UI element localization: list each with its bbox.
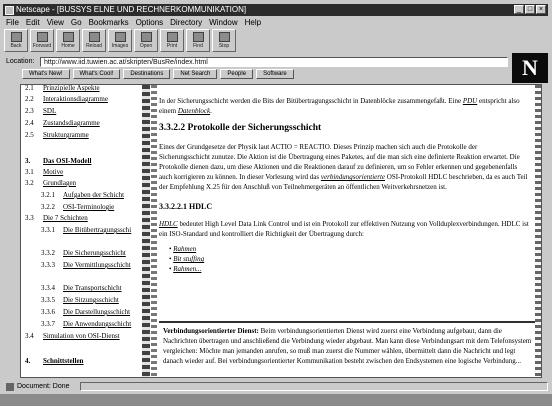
bullet-list xyxy=(159,244,529,274)
content-area xyxy=(20,84,542,378)
window-title: Netscape - [BUSSYS ELNE UND RECHNERKOMMUNIKATION] xyxy=(16,5,247,14)
definition-text: Beim verbindungsorientierten Dienst wird zuerst eine Verbindung aufgebaut, dann die Nachrichten übertragen und anschließend die Verbindung wieder abgebaut. Man kann diese Verbindungsart mit dem Telefonsystem vergleichen: Möchte man jemanden anrufen, so muß man zuerst die Nummer wählen, übermittelt dann die Nachricht und legt danach wieder auf. Bei verbindungsorientierter Kommunikation besteht zwischen den Endsystemen eine logische Verbindung... xyxy=(163,327,532,365)
toc-item-number: 2.5 xyxy=(25,131,34,139)
toc-item-number: 2.4 xyxy=(25,119,34,127)
toc-item-label[interactable]: Die 7 Schichten xyxy=(43,214,88,222)
minimize-button[interactable]: _ xyxy=(514,5,524,14)
close-button[interactable]: × xyxy=(536,5,546,14)
home-button[interactable]: Home xyxy=(56,29,80,52)
toc-item-label[interactable]: Die Darstellungsschicht xyxy=(63,308,131,316)
menu-bookmarks[interactable]: Bookmarks xyxy=(88,18,129,27)
list-item: • Rahmen... xyxy=(169,265,202,273)
destinations-button[interactable]: Destinations xyxy=(123,69,170,79)
maximize-button[interactable]: □ xyxy=(525,5,535,14)
security-key-icon xyxy=(6,383,14,391)
toc-item-number: 3.3.4 xyxy=(41,284,55,292)
hdlc-link[interactable]: HDLC xyxy=(159,220,178,228)
toc-item-number: 3.3.6 xyxy=(41,308,55,316)
menu-go[interactable]: Go xyxy=(70,18,82,27)
location-label: Location: xyxy=(6,58,35,65)
definition-term: Verbindungsorientierter Dienst: xyxy=(163,327,259,335)
menu-view[interactable]: View xyxy=(46,18,64,27)
whats-cool-button[interactable]: What's Cool! xyxy=(73,69,121,79)
toc-item-label[interactable]: Zustandsdiagramme xyxy=(43,119,100,127)
pdu-link[interactable]: PDU xyxy=(462,97,478,105)
desktop-background xyxy=(0,394,552,406)
toc-item-label[interactable]: Das OSI-Modell xyxy=(43,157,92,165)
datenblock-link[interactable]: Datenblock xyxy=(177,107,211,115)
reload-icon xyxy=(89,32,100,42)
toc-item-number: 4. xyxy=(25,357,31,365)
toc-item-number: 3.4 xyxy=(25,332,34,340)
section-heading: 3.3.2.2 Protokolle der Sicherungsschicht xyxy=(159,123,322,133)
toc-item-number: 3.3.2 xyxy=(41,249,55,257)
toc-frame xyxy=(21,85,142,377)
whats-new-button[interactable]: What's New! xyxy=(22,69,70,79)
menu-directory[interactable]: Directory xyxy=(170,18,203,27)
toc-item-number: 3.3.3 xyxy=(41,261,55,269)
location-input[interactable]: http://www.iid.tuwien.ac.at/skripten/BusRe/index.html xyxy=(40,57,508,67)
forward-button[interactable]: Forward xyxy=(30,29,54,52)
toc-item-label[interactable]: Die Sicherungsschicht xyxy=(63,249,126,257)
title-bar[interactable] xyxy=(3,4,548,16)
directory-buttons xyxy=(22,69,294,79)
forward-arrow-icon xyxy=(37,32,48,42)
net-search-button[interactable]: Net Search xyxy=(173,69,217,79)
netscape-logo[interactable]: N xyxy=(512,53,548,83)
toc-item-number: 3.3.1 xyxy=(41,226,55,234)
software-button[interactable]: Software xyxy=(256,69,294,79)
location-bar xyxy=(4,56,508,67)
toc-item-label[interactable]: SDL xyxy=(43,107,57,115)
verbindungsorientiert-link[interactable]: verbindungsorientierte xyxy=(320,173,386,181)
toc-item-label[interactable]: Die Anwendungsschicht xyxy=(63,320,132,328)
frame-divider[interactable] xyxy=(151,85,157,377)
open-icon xyxy=(141,32,152,42)
bit-stuffing-link[interactable]: Bit stuffing xyxy=(173,255,205,263)
toc-item-label[interactable]: Strukturgramme xyxy=(43,131,89,139)
toolbar xyxy=(4,29,509,53)
menu-file[interactable]: File xyxy=(6,18,19,27)
list-item: • Rahmen xyxy=(169,245,197,253)
menu-window[interactable]: Window xyxy=(209,18,238,27)
images-button[interactable]: Images xyxy=(108,29,132,52)
toc-item-number: 3.2.2 xyxy=(41,203,55,211)
toc-scrollbar[interactable] xyxy=(142,85,150,377)
toc-item-label[interactable]: Aufgaben der Schicht xyxy=(63,191,125,199)
menu-bar xyxy=(4,17,506,28)
toc-item-label[interactable]: Schnittstellen xyxy=(43,357,84,365)
toc-item-label[interactable]: OSI-Terminologie xyxy=(63,203,115,211)
stop-button[interactable]: Stop xyxy=(212,29,236,52)
print-button[interactable]: Print xyxy=(160,29,184,52)
status-text: Document: Done xyxy=(17,383,70,390)
back-button[interactable]: Back xyxy=(4,29,28,52)
bullet-link[interactable]: Rahmen... xyxy=(173,265,202,273)
print-icon xyxy=(167,32,178,42)
reload-button[interactable]: Reload xyxy=(82,29,106,52)
find-icon xyxy=(193,32,204,42)
back-arrow-icon xyxy=(11,32,22,42)
toc-item-label[interactable]: Interaktionsdiagramme xyxy=(43,95,108,103)
open-button[interactable]: Open xyxy=(134,29,158,52)
app-icon xyxy=(5,6,14,15)
list-item: • Bit stuffing xyxy=(169,255,205,263)
toc-item-label[interactable]: Die Sitzungsschicht xyxy=(63,296,119,304)
status-bar xyxy=(4,381,548,392)
toc-item-number: 3. xyxy=(25,157,31,165)
definition-frame xyxy=(159,321,537,377)
find-button[interactable]: Find xyxy=(186,29,210,52)
toc-item-number: 3.2.1 xyxy=(41,191,55,199)
images-icon xyxy=(115,32,126,42)
subsection-heading: 3.3.2.2.1 HDLC xyxy=(159,202,213,211)
toc-item-label[interactable]: Die Bitübertragungsschi xyxy=(63,226,132,234)
progress-field xyxy=(80,382,548,391)
stop-icon xyxy=(219,32,230,42)
toc-item-label[interactable]: Die Vermittlungsschicht xyxy=(63,261,131,269)
toc-item-number: 2.3 xyxy=(25,107,34,115)
toc-item-number: 3.3.5 xyxy=(41,296,55,304)
protocol-paragraph: Eines der Grundgesetze der Physik laut ACTIO = REACTIO. Dieses Prinzip machen sich auch die Protokolle der Sicherungsschicht zunutze. Die Aktion ist die Übertragung eines Paketes, auf die man sich eine definierte Reaktion erwartet. Die Protokolle dienen dazu, um diese Aktionen und die Reaktionen darauf zu definieren, um so Fehler erkennen und gegebenenfalls auch korrigieren zu können. In dieser Vorlesung wird das verbindungsorientierte OSI-Protokoll HDLC beschrieben, da es auch Teil der Empfehlung X.25 für den Anschluß von Teilnehmergeräten an öffentlichen Weitverkehrsnetzen ist. xyxy=(159,143,528,191)
people-button[interactable]: People xyxy=(220,69,253,79)
toc-item-label[interactable]: Motive xyxy=(43,168,64,176)
toc-item-number: 3.3 xyxy=(25,214,34,222)
menu-help[interactable]: Help xyxy=(244,18,262,27)
toc-item-label[interactable]: Grundlagen xyxy=(43,179,77,187)
toc-item-number: 3.3.7 xyxy=(41,320,55,328)
menu-edit[interactable]: Edit xyxy=(25,18,40,27)
hdlc-paragraph: HDLC bedeutet High Level Data Link Control und ist ein Protokoll zur effektiven Nutzung von Vollduplexverbindungen. HDLC ist ein ISO-Standard und kontrolliert die Richtigkeit der Übertragung durch: xyxy=(159,220,529,238)
window-controls xyxy=(514,5,546,14)
toc-item-number: 3.2 xyxy=(25,179,34,187)
toc-item-number: 3.1 xyxy=(25,168,34,176)
toc-item-number: 2.2 xyxy=(25,95,34,103)
toc-item-label[interactable]: Prinzipielle Aspekte xyxy=(43,85,100,92)
menu-options[interactable]: Options xyxy=(135,18,164,27)
home-icon xyxy=(63,32,74,42)
toc-item-label[interactable]: Simulation von OSI-Dienst xyxy=(43,332,120,340)
main-scrollbar[interactable] xyxy=(535,85,541,377)
toc-item-number: 2.1 xyxy=(25,85,34,92)
rahmen-link[interactable]: Rahmen xyxy=(173,245,197,253)
toc-item-label[interactable]: Die Transportschicht xyxy=(63,284,122,292)
intro-paragraph: In der Sicherungsschicht werden die Bits der Bitübertragungsschicht in Datenblöcke zusammengefaßt. Eine PDU entspricht also einem Datenblock. xyxy=(159,97,520,115)
